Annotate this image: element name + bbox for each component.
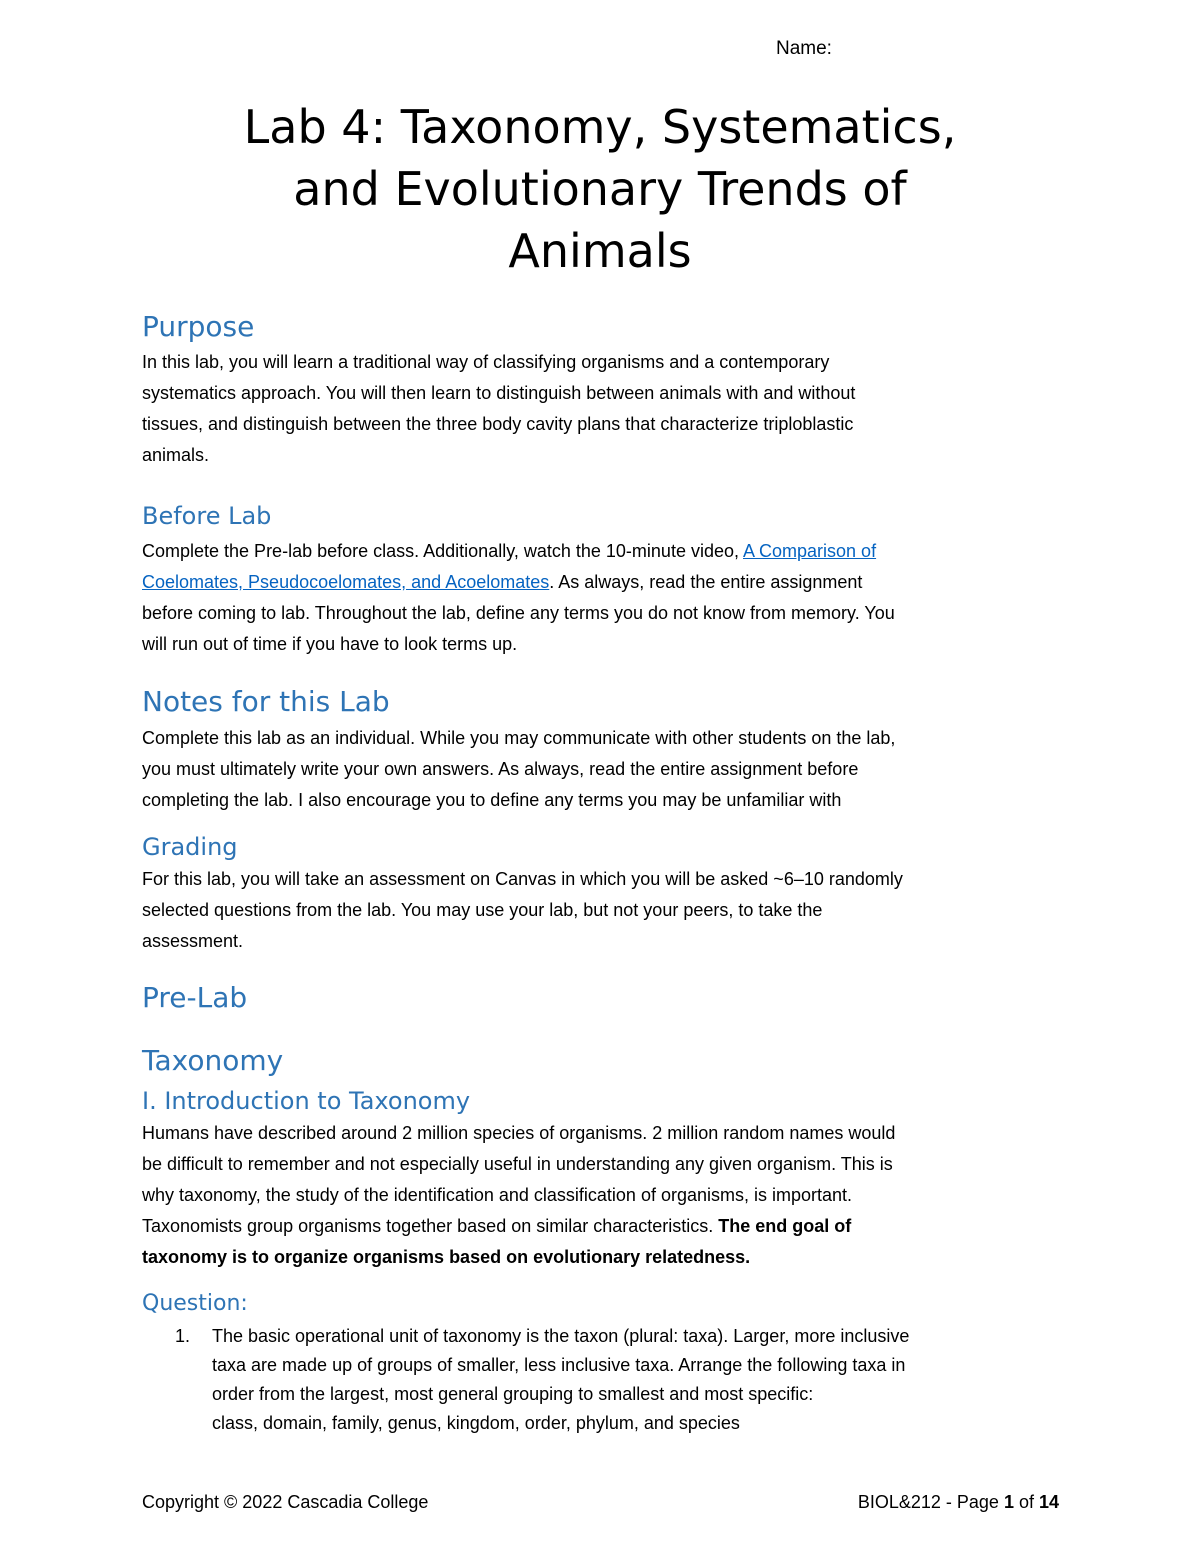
page-of: of xyxy=(1013,1492,1039,1512)
text-line: systematics approach. You will then learn to distinguish between animals with and without xyxy=(142,383,856,403)
footer-copyright: Copyright © 2022 Cascadia College xyxy=(142,1492,429,1512)
title-line: Lab 4: Taxonomy, Systematics, xyxy=(243,100,957,154)
text-line: will run out of time if you have to look terms up. xyxy=(142,634,518,654)
text-line: before coming to lab. Throughout the lab, define any terms you do not know from memory. You xyxy=(142,603,895,623)
bold-text: taxonomy is to organize organisms based on evolutionary relatedness. xyxy=(142,1247,751,1267)
text-line: The basic operational unit of taxonomy is the taxon (plural: taxa). Larger, more inclusive xyxy=(212,1326,910,1346)
text-segment: Complete the Pre-lab before class. Additionally, watch the 10-minute video, xyxy=(142,541,743,561)
text-line: you must ultimately write your own answers. As always, read the entire assignment before xyxy=(142,759,859,779)
text-line: animals. xyxy=(142,445,210,465)
question-heading: Question: xyxy=(142,1291,248,1316)
bold-text: The end goal of xyxy=(718,1216,852,1236)
text-line: class, domain, family, genus, kingdom, order, phylum, and species xyxy=(212,1413,740,1433)
notes-paragraph xyxy=(142,723,895,816)
text-line: taxa are made up of groups of smaller, less inclusive taxa. Arrange the following taxa in xyxy=(212,1355,906,1375)
notes-heading: Notes for this Lab xyxy=(142,685,390,718)
text-segment: Taxonomists group organisms together based on similar characteristics. xyxy=(142,1216,719,1236)
before-lab-heading: Before Lab xyxy=(142,502,272,530)
grading-paragraph xyxy=(142,864,903,957)
before-lab-paragraph xyxy=(142,536,895,660)
page-current: 1 xyxy=(1003,1492,1014,1512)
text-line: Humans have described around 2 million species of organisms. 2 million random names would xyxy=(142,1123,896,1143)
text-line: In this lab, you will learn a traditional way of classifying organisms and a contemporary xyxy=(142,352,830,372)
name-field-label: Name: xyxy=(776,38,832,59)
page-total: 14 xyxy=(1038,1492,1059,1512)
video-link[interactable]: Coelomates, Pseudocoelomates, and Acoelomates xyxy=(142,572,550,592)
text-line: be difficult to remember and not especially useful in understanding any given organism. This is xyxy=(142,1154,893,1174)
taxonomy-heading: Taxonomy xyxy=(142,1044,284,1077)
text-line: completing the lab. I also encourage you to define any terms you may be unfamiliar with xyxy=(142,790,842,810)
video-link[interactable]: A Comparison of xyxy=(743,541,877,561)
document-title xyxy=(0,96,1200,282)
text-line: order from the largest, most general grouping to smallest and most specific: xyxy=(212,1384,814,1404)
list-number: 1. xyxy=(175,1326,191,1346)
prelab-heading: Pre-Lab xyxy=(142,981,248,1014)
taxonomy-paragraph xyxy=(142,1118,895,1273)
text-segment: . As always, read the entire assignment xyxy=(549,572,863,592)
text-line: assessment. xyxy=(142,931,244,951)
grading-heading: Grading xyxy=(142,833,238,861)
intro-taxonomy-subheading: I. Introduction to Taxonomy xyxy=(142,1087,471,1115)
footer-page-number xyxy=(858,1492,1059,1513)
course-label: BIOL&212 - Page xyxy=(857,1492,1004,1512)
purpose-paragraph xyxy=(142,347,855,471)
text-line: tissues, and distinguish between the three body cavity plans that characterize triploblastic xyxy=(142,414,854,434)
text-line: For this lab, you will take an assessment on Canvas in which you will be asked ~6–10 randomly xyxy=(142,869,903,889)
purpose-heading: Purpose xyxy=(142,310,255,343)
text-line: selected questions from the lab. You may use your lab, but not your peers, to take the xyxy=(142,900,823,920)
title-line: Animals xyxy=(508,224,692,278)
title-line: and Evolutionary Trends of xyxy=(293,162,907,216)
text-line: why taxonomy, the study of the identification and classification of organisms, is important. xyxy=(142,1185,853,1205)
text-line: Complete this lab as an individual. While you may communicate with other students on the lab, xyxy=(142,728,896,748)
